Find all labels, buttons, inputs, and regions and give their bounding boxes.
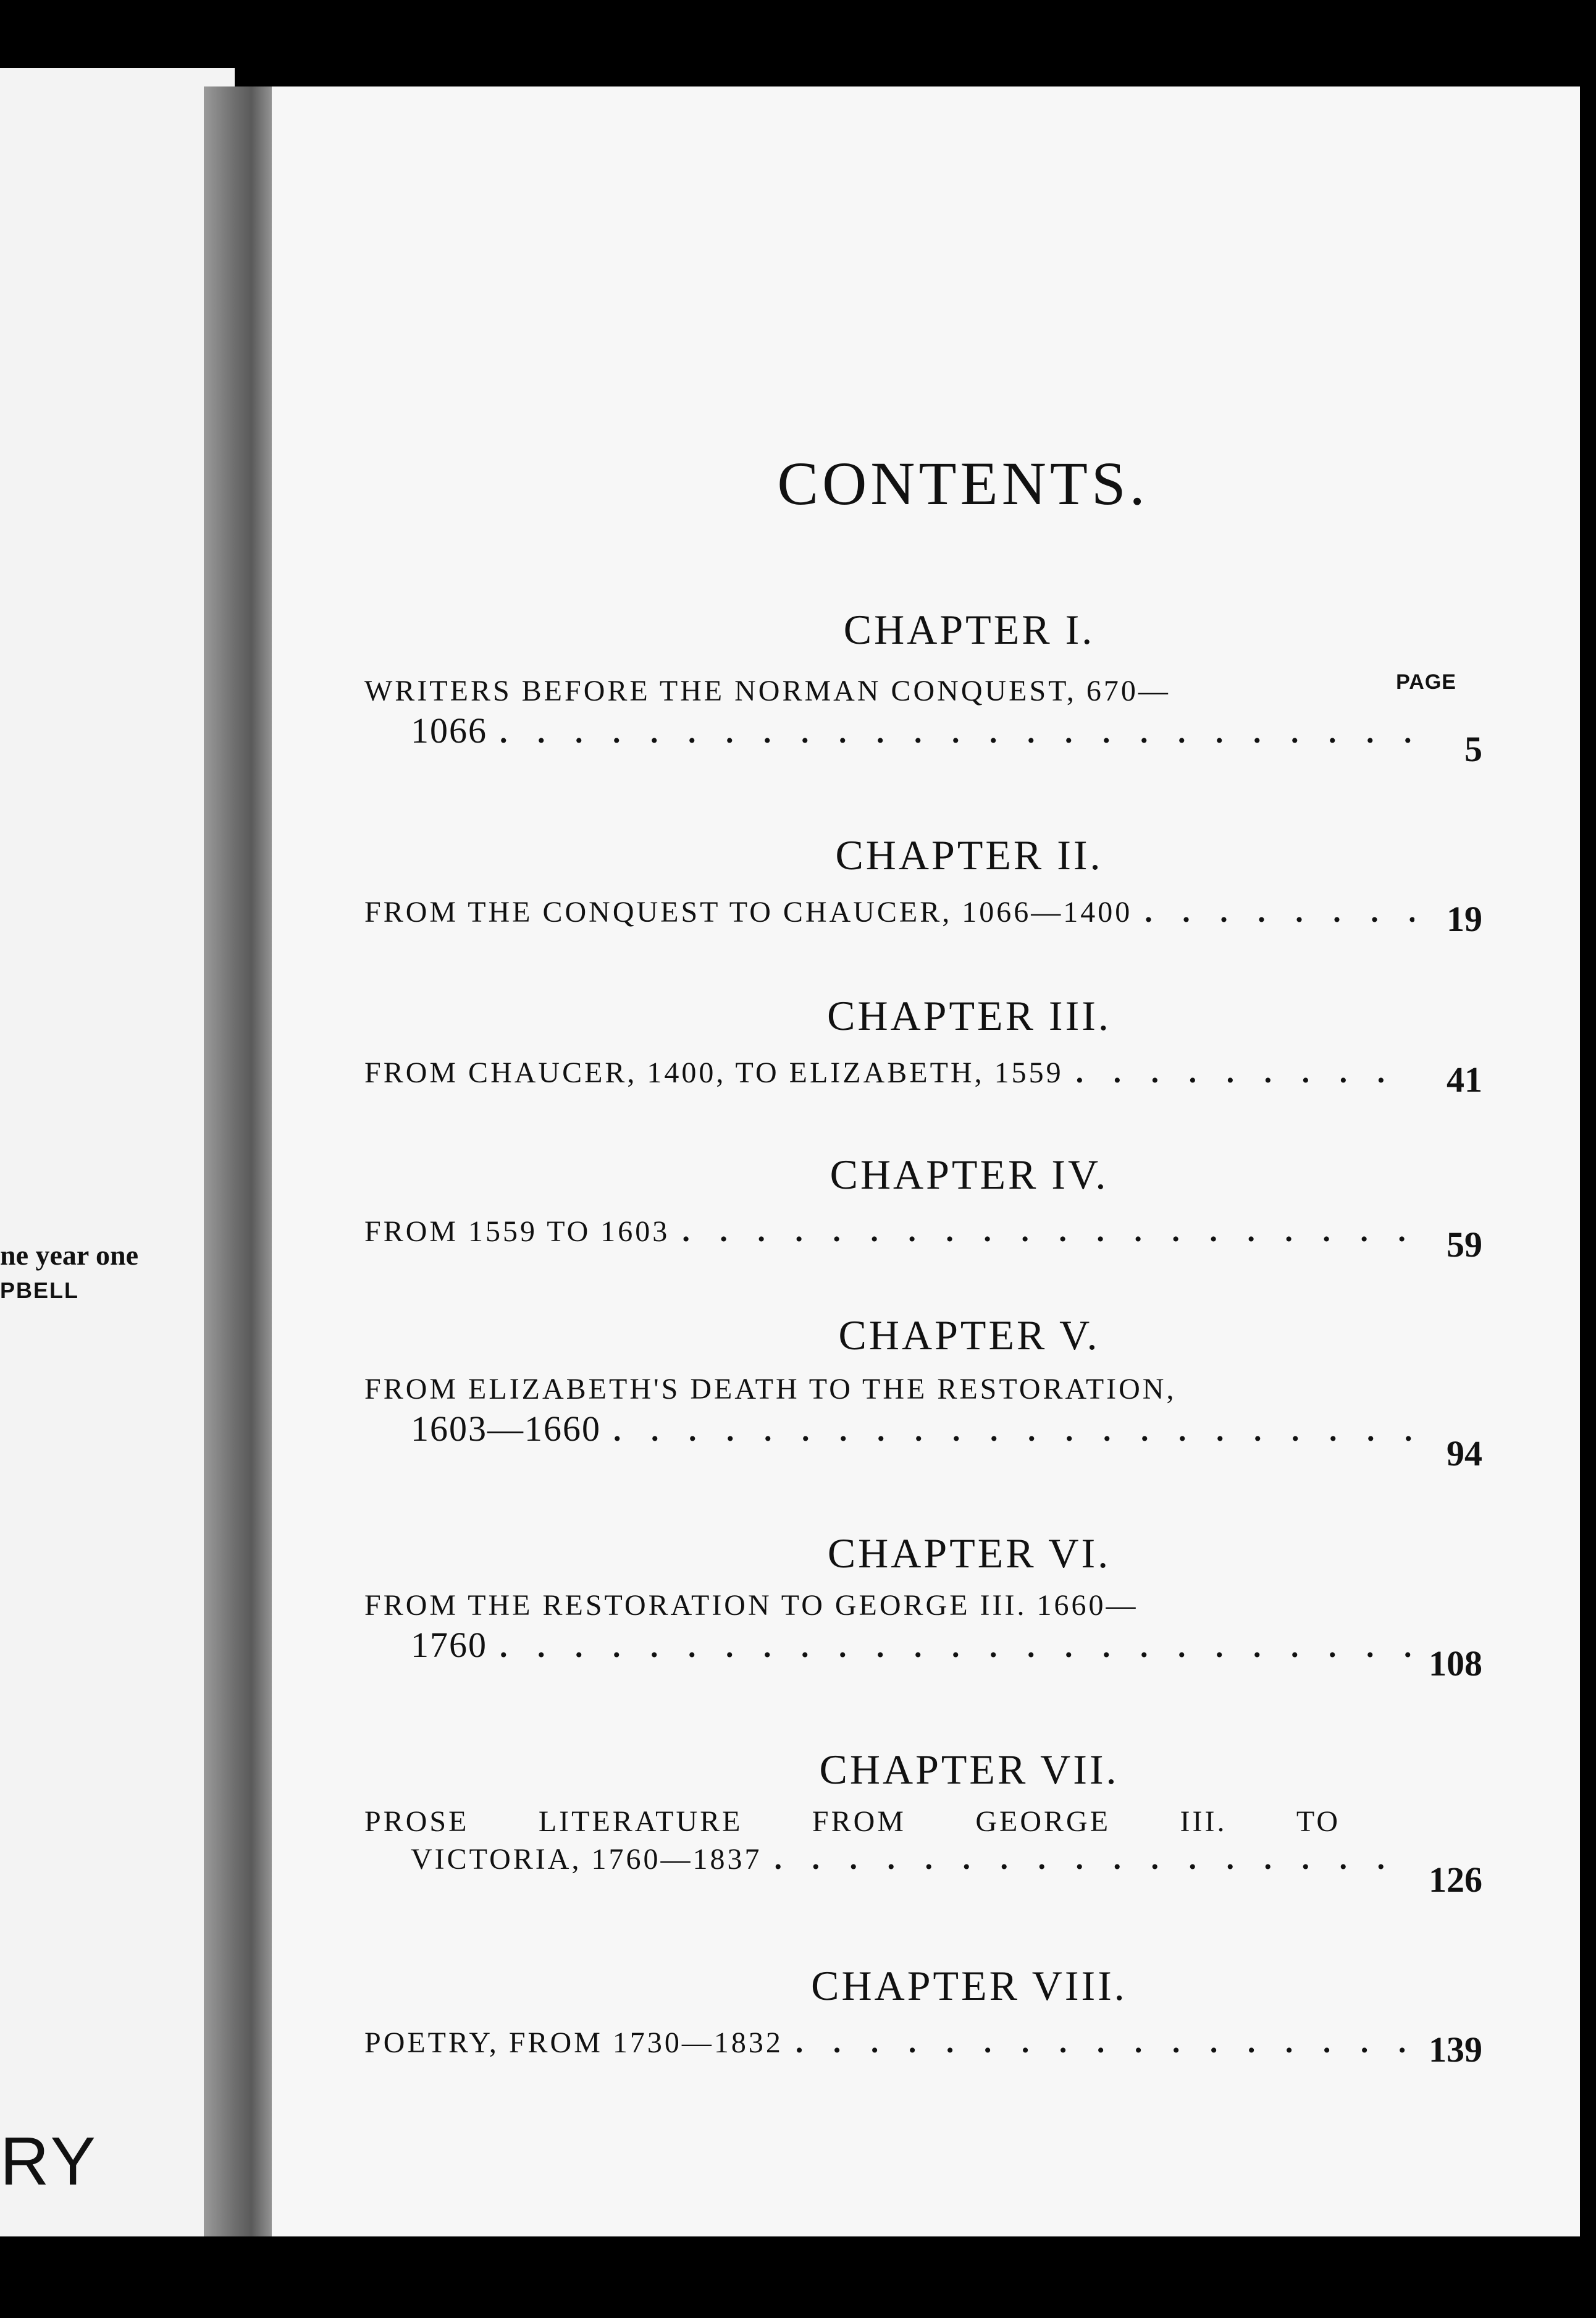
- chapter-heading: CHAPTER V.: [838, 1312, 1100, 1359]
- toc-page-number: 19: [1447, 899, 1482, 939]
- toc-entry-title-continued: VICTORIA, 1760—1837: [411, 1842, 762, 1876]
- toc-entry-title: FROM ELIZABETH'S DEATH TO THE RESTORATION,: [364, 1373, 1177, 1406]
- toc-entry: [364, 1212, 1482, 1265]
- chapter-heading: CHAPTER IV.: [830, 1151, 1109, 1198]
- toc-entry-title: FROM 1559 TO 1603: [364, 1215, 670, 1248]
- page-title: CONTENTS.: [777, 449, 1149, 518]
- toc-entry-line: [364, 1840, 1427, 1878]
- toc-entry: [364, 1053, 1482, 1100]
- toc-entry-line: [364, 709, 1427, 752]
- toc-page-number: 94: [1447, 1433, 1482, 1473]
- toc-entry-title: FROM THE CONQUEST TO CHAUCER, 1066—1400: [364, 896, 1133, 929]
- toc-entry-title: POETRY, FROM 1730—1832: [364, 2026, 783, 2059]
- toc-entry-word: PROSE: [364, 1805, 469, 1838]
- toc-entry-line: [364, 673, 1427, 709]
- dot-leader: [500, 714, 1414, 751]
- toc-entry-title: WRITERS BEFORE THE NORMAN CONQUEST, 670—: [364, 675, 1170, 707]
- toc-entry-line: [364, 1588, 1427, 1624]
- dot-leader: [1144, 893, 1414, 930]
- facing-page: [0, 68, 235, 2236]
- dot-leader: [613, 1412, 1414, 1449]
- contents-page: [272, 86, 1580, 2236]
- dot-leader: [774, 1840, 1414, 1877]
- toc-page-number: 41: [1447, 1060, 1482, 1100]
- toc-entry-word: III.: [1180, 1805, 1227, 1838]
- toc-entry-line: [364, 1212, 1427, 1250]
- toc-entry-line: [364, 1407, 1427, 1451]
- chapter-heading: CHAPTER I.: [843, 606, 1095, 653]
- chapter-heading: CHAPTER II.: [835, 832, 1103, 879]
- toc-entry-title-continued: 1603—1660: [411, 1408, 601, 1449]
- toc-entry: [364, 1588, 1482, 1684]
- toc-entry-word: GEORGE: [975, 1805, 1111, 1838]
- toc-entry-word: TO: [1296, 1805, 1340, 1838]
- toc-entry-line: [364, 1804, 1340, 1840]
- toc-entry-title-continued: 1760: [411, 1624, 487, 1665]
- chapter-heading: CHAPTER VIII.: [811, 1962, 1127, 2009]
- toc-entry: [364, 2023, 1482, 2070]
- toc-page-number: 59: [1447, 1224, 1482, 1265]
- toc-entry-title: FROM CHAUCER, 1400, TO ELIZABETH, 1559: [364, 1056, 1064, 1089]
- toc-entry-line: [364, 1372, 1427, 1407]
- facing-page-text-fragment: ne year one: [0, 1239, 139, 1271]
- dot-leader: [1076, 1053, 1414, 1090]
- chapter-heading: CHAPTER VI.: [827, 1530, 1111, 1577]
- toc-entry: [364, 893, 1482, 939]
- toc-entry-title: FROM THE RESTORATION TO GEORGE III. 1660—: [364, 1589, 1138, 1622]
- toc-entry-line: [364, 2023, 1427, 2061]
- dot-leader: [796, 2023, 1414, 2060]
- toc-page-number: 108: [1429, 1643, 1482, 1684]
- toc-page-number: 126: [1429, 1860, 1482, 1900]
- toc-entry-line: [364, 893, 1427, 930]
- toc-entry-line: [364, 1624, 1427, 1667]
- toc-entry-word: FROM: [812, 1805, 906, 1838]
- toc-page-number: 139: [1429, 2029, 1482, 2070]
- chapter-heading: CHAPTER VII.: [819, 1746, 1119, 1793]
- dot-leader: [500, 1628, 1414, 1665]
- dot-leader: [682, 1212, 1414, 1249]
- page-column-label: PAGE: [1396, 670, 1456, 694]
- facing-page-text-fragment: RY: [0, 2123, 98, 2199]
- chapter-heading: CHAPTER III.: [827, 992, 1111, 1039]
- toc-page-number: 5: [1464, 729, 1482, 769]
- toc-entry-title-continued: 1066: [411, 710, 487, 751]
- facing-page-text-fragment: PBELL: [0, 1278, 80, 1303]
- toc-entry-word: LITERATURE: [538, 1805, 743, 1838]
- toc-entry: [364, 1804, 1482, 1900]
- toc-entry-line: [364, 1053, 1427, 1091]
- toc-entry: [364, 1372, 1482, 1473]
